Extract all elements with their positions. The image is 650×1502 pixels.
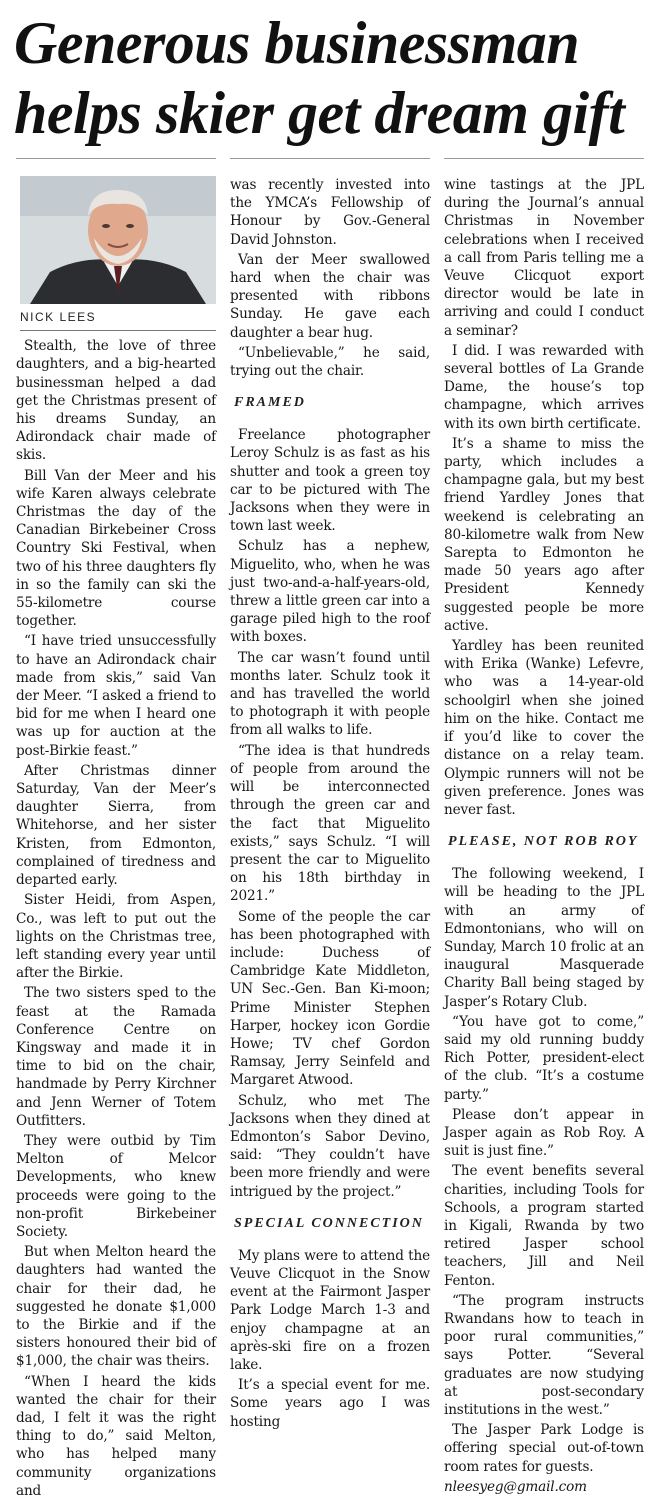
paragraph: “The program instructs Rwandans how to teach in poor rural communities,” says Potter. “Several graduates are now studying at post-secondary institutions in the west.” bbox=[444, 1292, 644, 1418]
column-3 bbox=[444, 176, 644, 1498]
paragraph: Schulz, who met The Jacksons when they dined at Edmonton’s Sabor Devino, said: “They couldn’t have been more friendly and were intrigued by the project.” bbox=[230, 1092, 430, 1200]
headline-line-2: helps skier get dream gift bbox=[14, 80, 625, 146]
author-email-link[interactable]: nleesyeg@gmail.com bbox=[444, 1478, 587, 1495]
paragraph: They were outbid by Tim Melton of Melcor Developments, who knew proceeds were going to the non-profit Birkebeiner Society. bbox=[16, 1132, 216, 1240]
paragraph: Freelance photographer Leroy Schulz is as fast as his shutter and took a green toy car to be pictured with The Jacksons when they were in town last week. bbox=[230, 427, 430, 535]
paragraph: But when Melton heard the daughters had wanted the chair for their dad, he suggested he donate $1,000 to the Birkie and if the sisters honoured their bid of $1,000, the chair was theirs. bbox=[16, 1244, 216, 1370]
subhead-special-connection: SPECIAL CONNECTION bbox=[234, 1215, 424, 1231]
paragraph: I did. I was rewarded with several bottles of La Grande Dame, the house’s top champagne, which arrives with its own birth certificate. bbox=[444, 342, 644, 432]
subhead-please-not-rob-roy: PLEASE, NOT ROB ROY bbox=[448, 834, 639, 850]
column-rule bbox=[16, 158, 216, 159]
paragraph: Some of the people the car has been photographed with include: Duchess of Cambridge Kate Middleton, UN Sec.-Gen. Ban Ki-moon; Prime Minister Stephen Harper, hockey icon Gordie Howe; TV chef Gordon Ramsay, Jerry Seinfeld and Margaret Atwood. bbox=[230, 908, 430, 1089]
headline bbox=[14, 8, 644, 148]
author-portrait-icon bbox=[20, 176, 216, 304]
paragraph: Yardley has been reunited with Erika (Wanke) Lefevre, who was a 14-year-old schoolgirl when she joined him on the hike. Contact me if you’d like to cover the distance on a relay team. Olympic runners will not be given preference. Jones was never fast. bbox=[444, 638, 644, 818]
paragraph: wine tastings at the JPL during the Journal’s annual Christmas in November celebrations when I received a call from Paris telling me a Veuve Clicquot export director would be late in arriving and could I conduct a seminar? bbox=[444, 177, 644, 339]
paragraph: Stealth, the love of three daughters, and a big-hearted businessman helped a dad get the Christmas present of his dreams Sunday, an Adirondack chair made of skis. bbox=[16, 338, 216, 464]
author-photo bbox=[20, 176, 216, 304]
paragraph: After Christmas dinner Saturday, Van der Meer’s daughter Sierra, from Whitehorse, and her sister Kristen, from Edmonton, complained of tiredness and departed early. bbox=[16, 762, 216, 889]
paragraph: “I have tried unsuccessfully to have an Adirondack chair made from skis,” said Van der Meer. “I asked a friend to bid for me when I heard one was up for auction at the post-Birkie feast.” bbox=[16, 633, 216, 759]
paragraph: “You have got to come,” said my old running buddy Rich Potter, president-elect of the club. “It’s a costume party.” bbox=[444, 1013, 644, 1103]
paragraph: The event benefits several charities, including Tools for Schools, a program started in Kigali, Rwanda by two retired Jasper school teachers, Jill and Neil Fenton. bbox=[444, 1163, 644, 1289]
paragraph: was recently invested into the YMCA’s Fellowship of Honour by Gov.-General David Johnston. bbox=[230, 177, 430, 248]
column-1 bbox=[16, 176, 216, 1502]
column-rule bbox=[444, 158, 644, 159]
paragraph: Van der Meer swallowed hard when the chair was presented with ribbons Sunday. He gave each daughter a bear hug. bbox=[230, 251, 430, 341]
column-2 bbox=[230, 176, 430, 1433]
paragraph: The Jasper Park Lodge is offering special out-of-town room rates for guests. bbox=[444, 1422, 644, 1475]
headline-line-1: Generous businessman bbox=[14, 10, 580, 76]
paragraph: Bill Van der Meer and his wife Karen always celebrate Christmas the day of the Canadian Birkebeiner Cross Country Ski Festival, when two of his three daughters fly in so the family can ski the 55-kilometre course together. bbox=[16, 467, 216, 630]
paragraph: It’s a shame to miss the party, which includes a champagne gala, but my best friend Yardley Jones that weekend is celebrating an 80-kilometre walk from New Sarepta to Edmonton he made 50 years ago after President Kennedy suggested people be more active. bbox=[444, 435, 644, 634]
paragraph: “Unbelievable,” he said, trying out the chair. bbox=[230, 344, 430, 380]
byline: NICK LEES bbox=[20, 308, 216, 331]
paragraph: “The idea is that hundreds of people from around the will be interconnected through the green car and the fact that Miguelito exists,” says Schulz. “I will present the car to Miguelito on his 18th birthday in 2021.” bbox=[230, 742, 430, 905]
paragraph: Sister Heidi, from Aspen, Co., was left to put out the lights on the Christmas tree, left standing every year until after the Birkie. bbox=[16, 892, 216, 982]
paragraph: Schulz has a nephew, Miguelito, who, when he was just two-and-a-half-years-old, threw a little green car into a garage piled high to the roof with boxes. bbox=[230, 538, 430, 646]
subhead-framed: FRAMED bbox=[234, 395, 306, 411]
paragraph: Please don’t appear in Jasper again as Rob Roy. A suit is just fine.” bbox=[444, 1106, 644, 1160]
paragraph: The following weekend, I will be heading to the JPL with an army of Edmontonians, who will on Sunday, March 10 frolic at an inaugural Masquerade Charity Ball being staged by Jasper’s Rotary Club. bbox=[444, 866, 644, 1010]
paragraph: The car wasn’t found until months later. Schulz took it and has travelled the world to photograph it with people from all walks to life. bbox=[230, 649, 430, 739]
column-rule bbox=[230, 158, 430, 159]
paragraph: My plans were to attend the Veuve Clicquot in the Snow event at the Fairmont Jasper Park Lodge March 1-3 and enjoy champagne at an après-ski fire on a frozen lake. bbox=[230, 1247, 430, 1373]
paragraph: It’s a special event for me. Some years ago I was hosting bbox=[230, 1377, 430, 1430]
paragraph: “When I heard the kids wanted the chair for their dad, I felt it was the right thing to do,” said Melton, who has helped many community organizations and bbox=[16, 1373, 216, 1499]
paragraph: The two sisters sped to the feast at the Ramada Conference Centre on Kingsway and made it in time to bid on the chair, handmade by Perry Kirchner and Jenn Werner of Totem Outfitters. bbox=[16, 985, 216, 1129]
